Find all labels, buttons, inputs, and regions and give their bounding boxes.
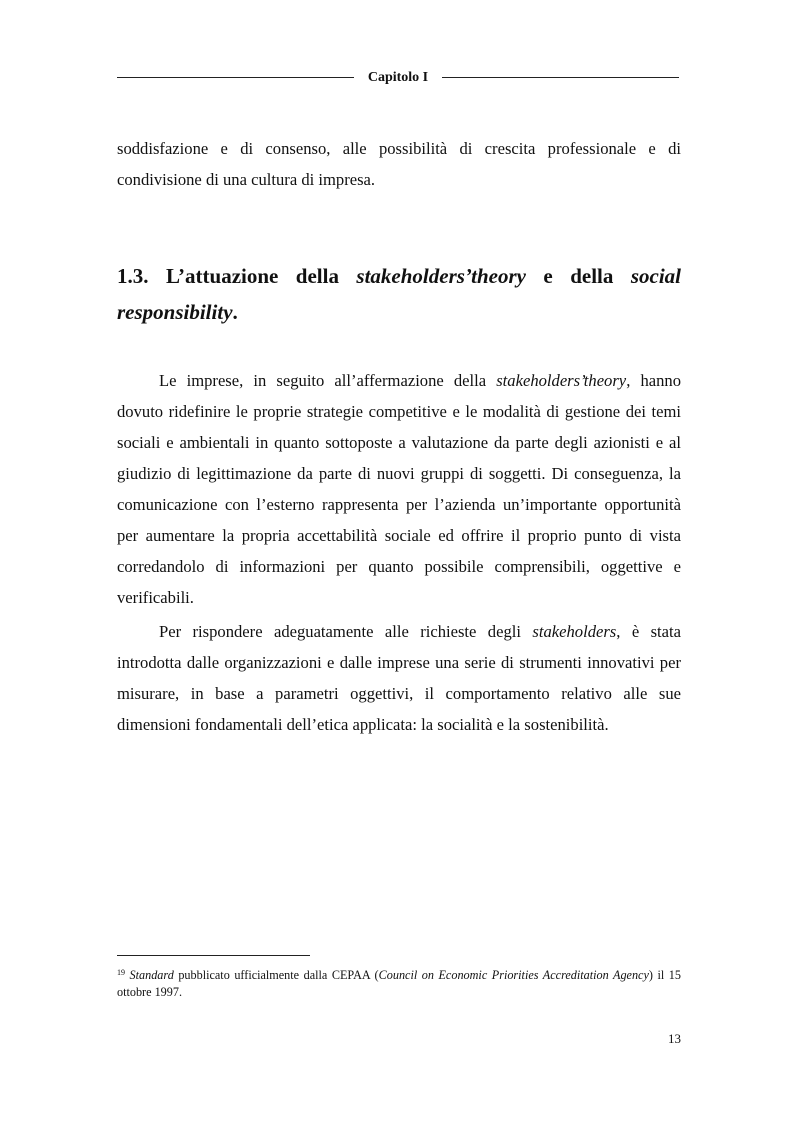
footnote bbox=[117, 964, 681, 1001]
body-paragraph-1 bbox=[117, 365, 681, 613]
running-header bbox=[117, 68, 679, 88]
section-title-part: e della bbox=[525, 264, 631, 288]
footnote-text: pubblicato ufficialmente dalla CEPAA ( bbox=[173, 968, 379, 982]
page-number: 13 bbox=[668, 1031, 681, 1046]
chapter-title: Capitolo I bbox=[367, 70, 429, 85]
section-title-part: L’attuazione della bbox=[165, 264, 357, 288]
paragraph-text: , hanno dovuto ridefinire le proprie strategie competitive e le modalità di gestione dei temi sociali e ambientali in quanto sottoposte a valutazione da parte degli azionisti e al giudizio di legittimazione da parte di nuovi gruppi di soggetti. Di conseguenza, la comunicazione con l’esterno rappresenta per l’azienda un’importante opportunità per aumentare la propria accettabilità sociale ed offrire il proprio punto di vista corredandolo di informazioni per quanto possibile comprensibili, oggettive e verificabili. bbox=[117, 371, 681, 607]
footnote-text: ) il 15 ottobre 1997. bbox=[117, 968, 681, 999]
section-title-part: . bbox=[232, 300, 238, 324]
header-rule-right bbox=[442, 77, 679, 78]
paragraph-italic: stakeholders bbox=[532, 622, 617, 641]
footnote-rule bbox=[117, 955, 310, 956]
paragraph-text: , è stata introdotta dalle organizzazioni e dalle imprese una serie di strumenti innovativi per misurare, in base a parametri oggettivi, il comportamento relativo alle sue dimensioni fondamentali dell’etica applicata: la socialità e la sostenibilità. bbox=[117, 622, 681, 734]
paragraph-text: Le imprese, in seguito all’affermazione della bbox=[159, 371, 497, 390]
section-heading bbox=[117, 258, 681, 330]
footnote-italic: Council on Economic Priorities Accreditation Agency bbox=[378, 968, 649, 982]
paragraph-text: Per rispondere adeguatamente alle richieste degli bbox=[159, 622, 533, 641]
section-number: 1.3. bbox=[117, 264, 149, 288]
paragraph-italic: stakeholders’theory bbox=[496, 371, 627, 390]
continuation-paragraph: soddisfazione e di consenso, alle possibilità di crescita professionale e di condivisione di una cultura di impresa. bbox=[117, 139, 681, 189]
section-title-italic: stakeholders’theory bbox=[356, 264, 526, 288]
footnote-marker: 19 bbox=[117, 968, 125, 977]
footnote-italic: Standard bbox=[129, 968, 174, 982]
section-title-italic: social responsibility bbox=[117, 264, 681, 324]
body-paragraph-2 bbox=[117, 616, 681, 740]
header-rule-left bbox=[117, 77, 354, 78]
